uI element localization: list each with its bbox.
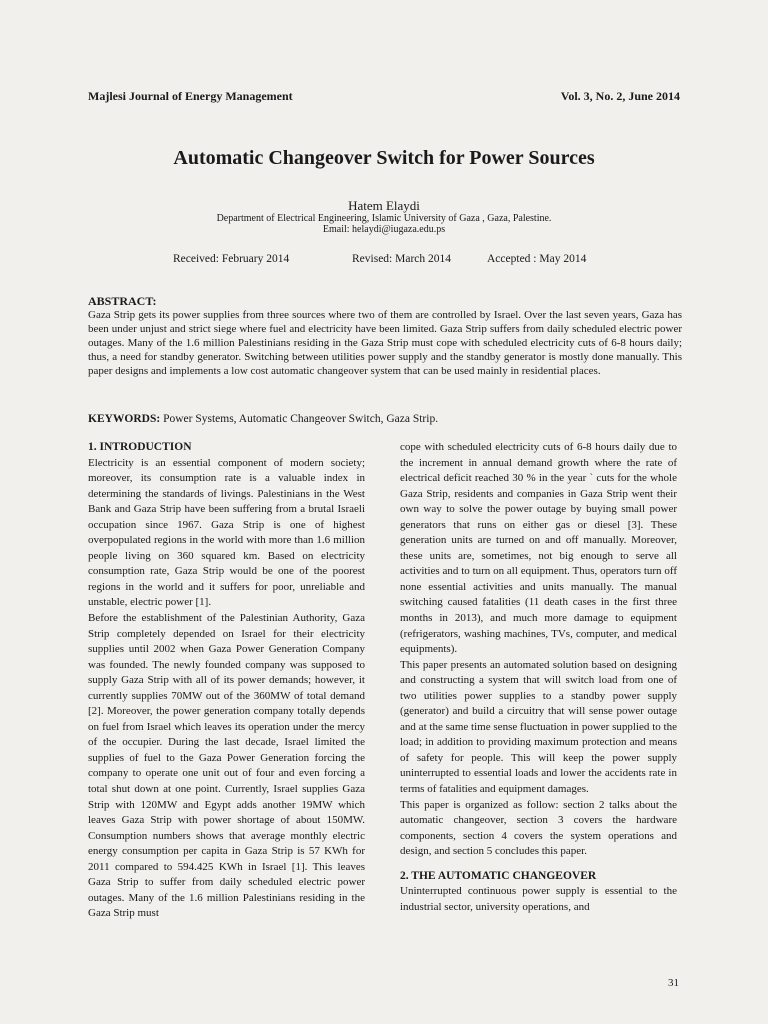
keywords-text: Power Systems, Automatic Changeover Switch, Gaza Strip. bbox=[163, 413, 439, 425]
accepted-date: Accepted : May 2014 bbox=[487, 253, 587, 265]
affiliation: Department of Electrical Engineering, Islamic University of Gaza , Gaza, Palestine. bbox=[216, 213, 552, 224]
revised-date: Revised: March 2014 bbox=[352, 253, 452, 265]
right-column bbox=[400, 440, 677, 915]
keywords-label: KEYWORDS: bbox=[88, 413, 161, 425]
abstract-heading: ABSTRACT: bbox=[88, 294, 157, 308]
page-number: 31 bbox=[668, 977, 679, 989]
received-date: Received: February 2014 bbox=[173, 253, 290, 265]
section1-paragraph-4: This paper presents an automated solution based on designing and constructing a system that will switch load from one of two utilities power supplies to a standby power supply (generator) and build a circuitry that will sense power outage and at the same time sense fluctuation in power supplied to the load; in addition to providing maximum protection and means of safety for people. This will keep the power supply uninterrupted to essential loads and lower the accidents rate in terms of fatalities and equipment damages. bbox=[400, 658, 677, 796]
running-header bbox=[88, 89, 680, 104]
section1-paragraph-5: This paper is organized as follow: section 2 talks about the automatic changeover, section 3 covers the hardware components, section 4 covers the system operations and design, and section 5 concludes this paper. bbox=[400, 798, 677, 858]
section1-paragraph-2: Before the establishment of the Palestinian Authority, Gaza Strip completely depended on Israel for their electricity supplies until 2002 when Gaza Power Generation Company was founded. The newly founded company was supposed to supply Gaza Strip with all of its power demands; however, it currently supplies 70MW out of the 360MW of total demand [2]. Moreover, the power generation company totally depends on fuel from Israel which leaves its operation under the mercy of the occupier. During the last decade, Israel limited the supplies of fuel to the Gaza Power Generation forcing the company to operate one unit out of four and even forcing a total shut down at one point. Currently, Israel supplies Gaza Strip with 120MW and Egypt adds another 19MW which leaves Gaza Strip with power shortage of about 150MW. Consumption numbers shows that average monthly electric energy consumption per capita in Gaza Strip is 57 KWh for 2011 compared to 594.425 KWh in Israel [1]. This leaves Gaza Strip to suffer from daily scheduled electric power outages. Many of the 1.6 million Palestinians residing in the Gaza Strip must bbox=[88, 611, 365, 920]
affiliation-block bbox=[0, 213, 768, 235]
section1-paragraph-1: Electricity is an essential component of modern society; moreover, its consumption rate is a valuable index in determining the standards of livings. Palestinians in the West Bank and Gaza Strip have been suffering from a brutal Israeli occupation since 1967. Gaza Strip is one of highest overpopulated regions in the world with more than 1.6 million people living on 360 squared km. Based on electricity consumption rate, Gaza Strip would be one of the poorest regions in the world and it suffers for poor, unreliable and unstable, electric power [1]. bbox=[88, 456, 365, 609]
volume-info: Vol. 3, No. 2, June 2014 bbox=[560, 89, 680, 103]
section2-heading: 2. THE AUTOMATIC CHANGEOVER bbox=[400, 869, 597, 882]
author-name: Hatem Elaydi bbox=[348, 198, 420, 213]
abstract-text: Gaza Strip gets its power supplies from three sources where two of them are controlled by Israel. Over the last seven years, Gaza has been under unjust and strict siege where fuel and electricity have been limited. Gaza Strip suffers from daily scheduled electric power outages. Many of the 1.6 million Palestinians residing in the Gaza Strip must cope with scheduled electricity cuts of 6-8 hours daily; thus, a need for standby generator. Switching between utilities power supply and the standby generator is mostly done manually. This paper designs and implements a low cost automatic changeover system that can be used mainly in residential places. bbox=[88, 309, 682, 377]
email: Email: helaydi@iugaza.edu.ps bbox=[322, 224, 446, 235]
section2-paragraph-1: Uninterrupted continuous power supply is essential to the industrial sector, university operations, and bbox=[400, 885, 677, 913]
section1-paragraph-3: cope with scheduled electricity cuts of 6-8 hours daily due to the increment in annual demand growth where the rate of electrical deficit reached 30 % in the year ` cuts for the whole Gaza Strip, residents and companies in Gaza Strip went their own way to solve the power outage by buying small power generators that runs on either gas or diesel [3]. These generation units are turned on and off manually. Moreover, these units are, sometimes, not big enough to serve all activities and to turn on all equipment. Thus, operators turn off none essential activities and units manually. The manual switching caused fatalities (11 death cases in the first three months in 2013), and much more damage to equipment (refrigerators, washing machines, TVs, computer, and medical equipments). bbox=[400, 441, 677, 656]
journal-name: Majlesi Journal of Energy Management bbox=[88, 89, 293, 103]
abstract-block bbox=[88, 294, 682, 378]
paper-title: Automatic Changeover Switch for Power Sources bbox=[173, 147, 595, 169]
section1-heading: 1. INTRODUCTION bbox=[88, 441, 192, 453]
keywords-block bbox=[88, 412, 682, 426]
left-column bbox=[88, 440, 365, 922]
